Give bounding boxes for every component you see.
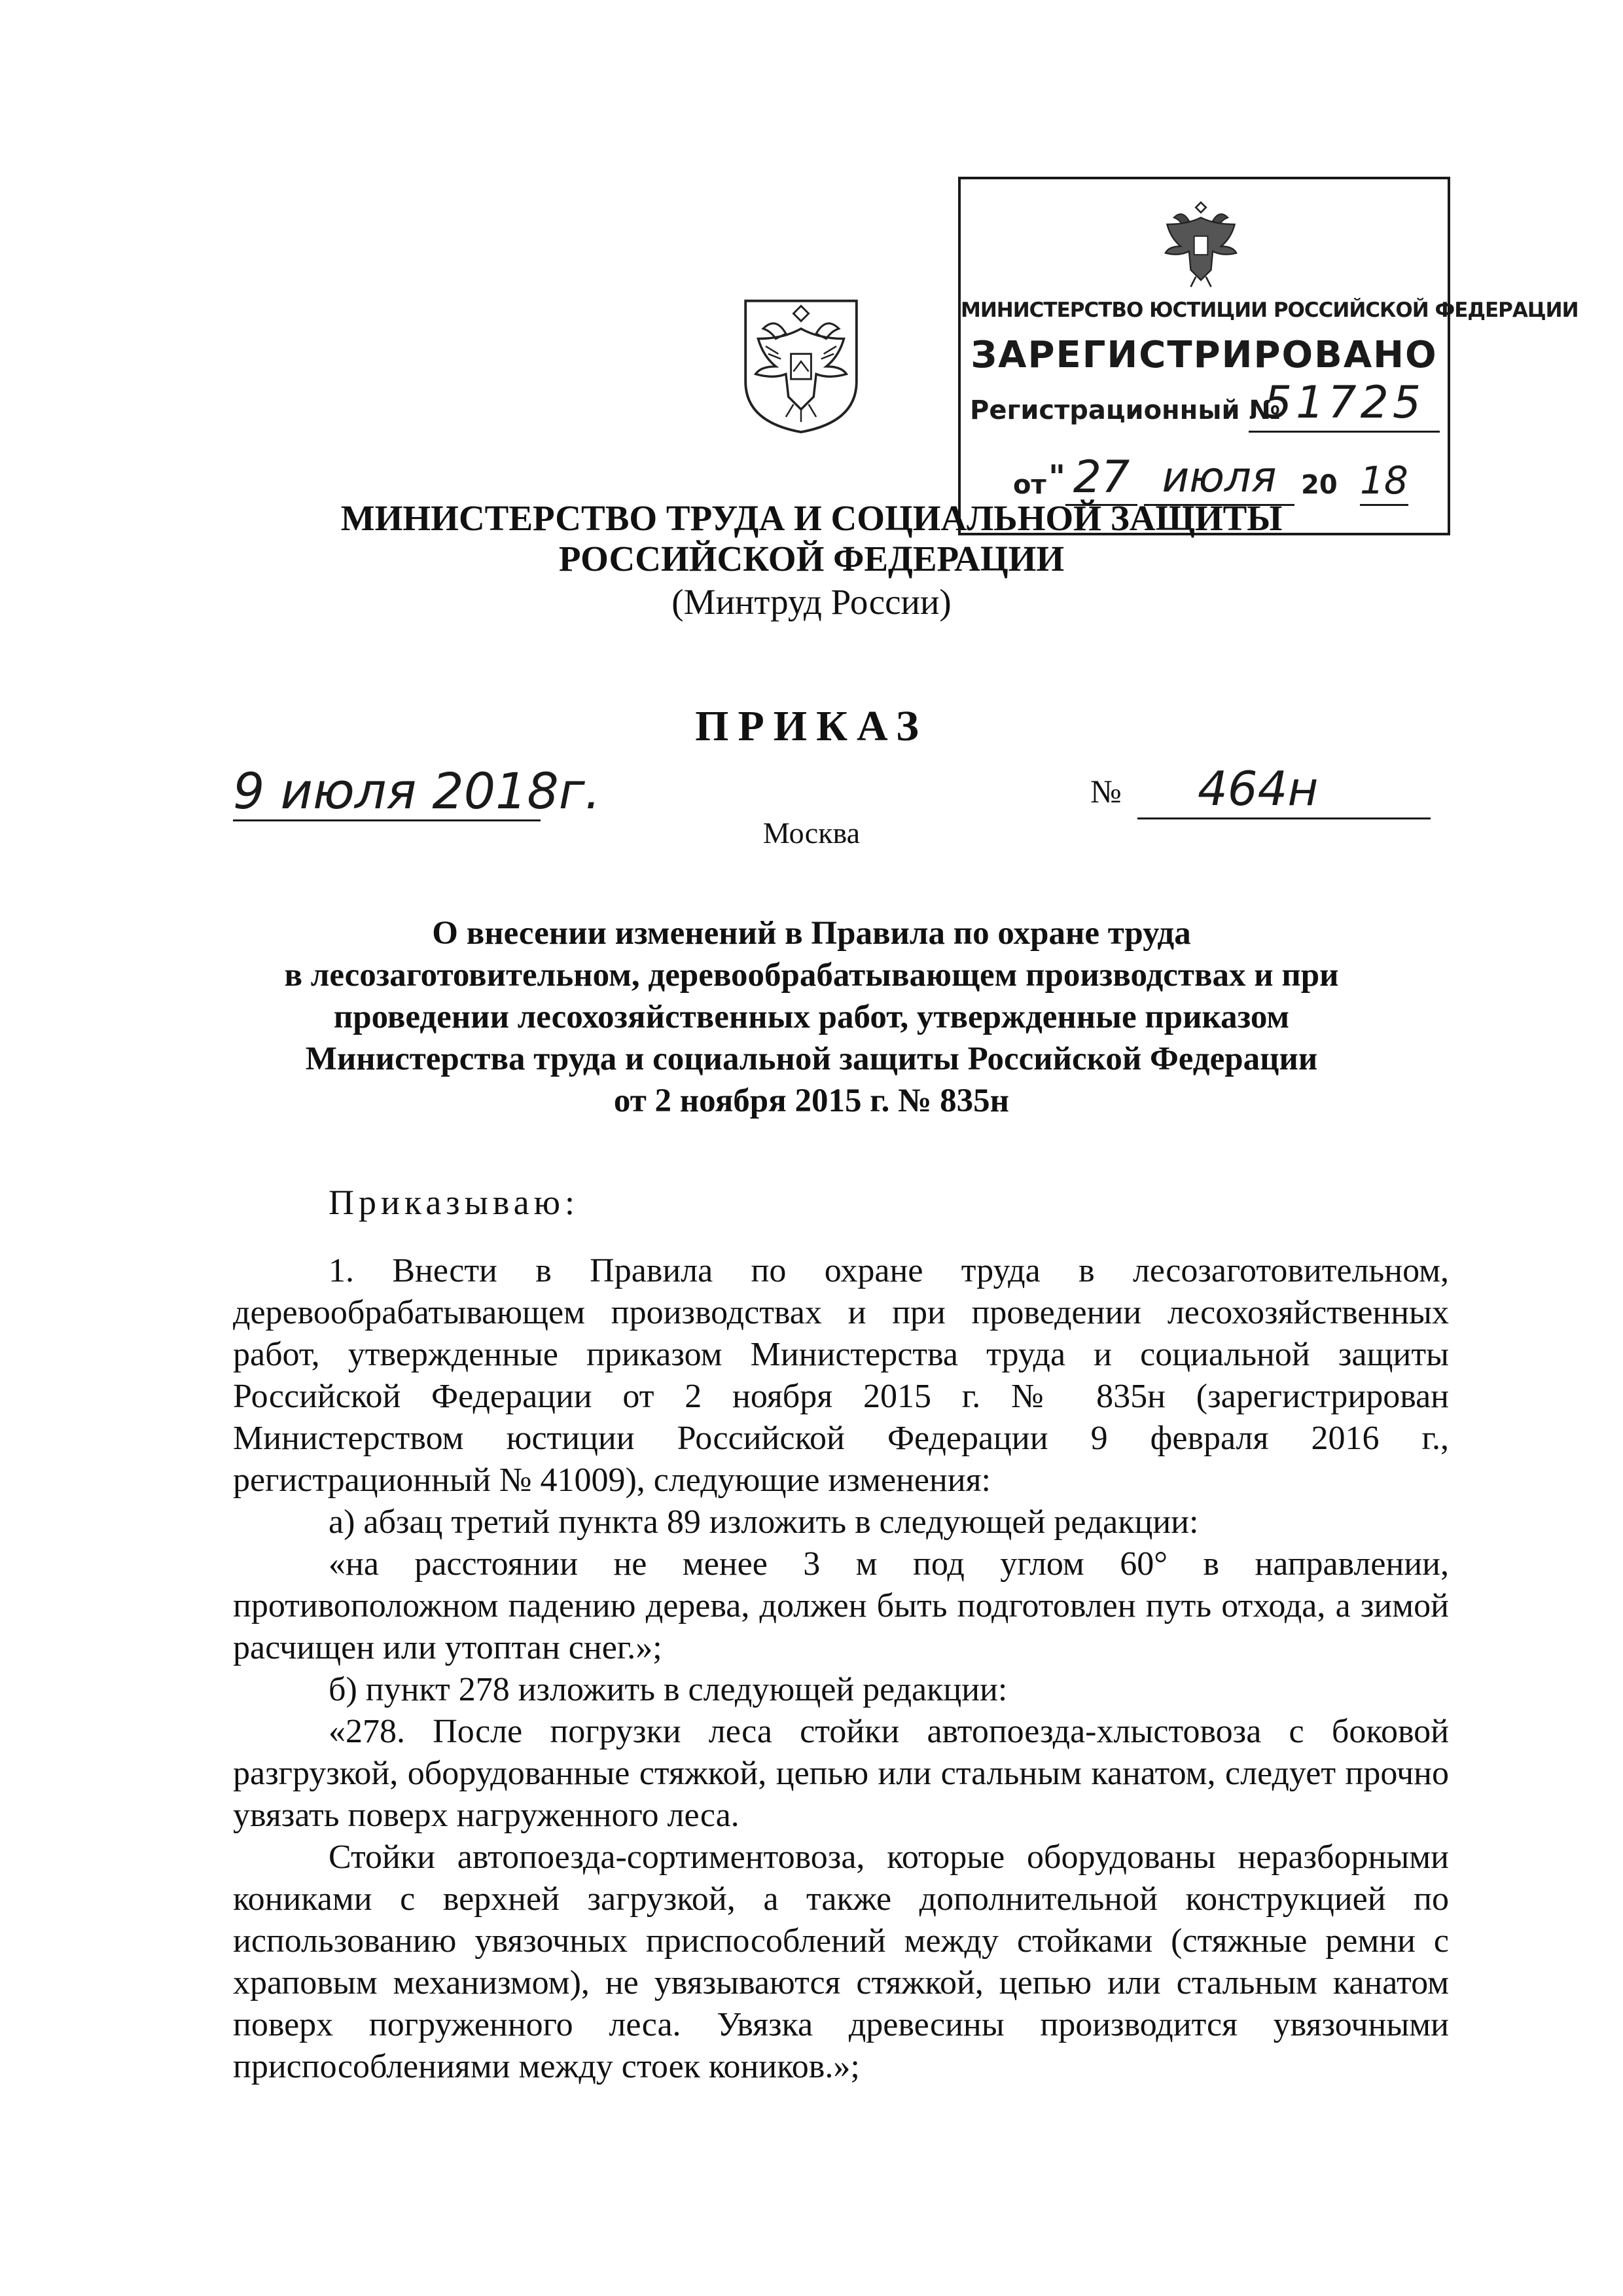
document-title [196, 912, 1427, 1122]
paragraph-5: «278. После погрузки леса стойки автопоезда-хлыстовоза с боковой разгрузкой, оборудованные стяжкой, цепью или стальным канатом, следует прочно увязать поверх нагруженного леса. [233, 1713, 1449, 1834]
stamp-year-prefix: 20 [1301, 470, 1338, 500]
paragraph-1: 1. Внести в Правила по охране труда в лесозаготовительном, деревообрабатывающем производствах и при проведении лесохозяйственных работ, утвержденные приказом Министерства труда и социальной защиты Российской Федерации от 2 ноября 2015 г. № 835н (зарегистрирован Министерством юстиции Российской Федерации 9 февраля 2016 г., регистрационный № 41009), следующие изменения: [233, 1252, 1449, 1499]
title-line: от 2 ноября 2015 г. № 835н [613, 1083, 1010, 1119]
title-line: Министерства труда и социальной защиты Российской Федерации [305, 1041, 1318, 1077]
title-line: в лесозаготовительном, деревообрабатывающем производствах и при [284, 957, 1339, 994]
stamp-ministry-name: МИНИСТЕРСТВО ЮСТИЦИИ РОССИЙСКОЙ ФЕДЕРАЦИИ [961, 298, 1578, 322]
paragraph-2: а) абзац третий пункта 89 изложить в следующей редакции: [329, 1503, 1199, 1541]
ministry-name-line2: РОССИЙСКОЙ ФЕДЕРАЦИИ [558, 539, 1065, 579]
coat-of-arms-emblem [737, 296, 865, 435]
number-sign: № [1090, 773, 1122, 810]
registration-stamp [958, 177, 1578, 535]
double-headed-eagle-icon [737, 296, 865, 435]
stamp-eagle-icon [1158, 199, 1243, 292]
stamp-registration-label: Регистрационный № [970, 395, 1281, 425]
document-body [233, 1250, 1449, 2088]
ministry-name-line1: МИНИСТЕРСТВО ТРУДА И СОЦИАЛЬНОЙ ЗАЩИТЫ [340, 498, 1283, 538]
stamp-registered-label: ЗАРЕГИСТРИРОВАНО [971, 334, 1438, 376]
paragraph-4: б) пункт 278 изложить в следующей редакции: [329, 1671, 1008, 1708]
stamp-quote-mark: " [1048, 458, 1066, 496]
city: Москва [762, 816, 861, 850]
title-line: О внесении изменений в Правила по охране труда [432, 915, 1191, 952]
ministry-short-name: (Минтруд России) [671, 582, 952, 622]
document-type: ПРИКАЗ [695, 702, 928, 750]
stamp-month: июля [1144, 452, 1294, 506]
stamp-from-label: от [1013, 470, 1046, 500]
order-number: 464н [1137, 758, 1431, 819]
order-word: Приказываю: [329, 1183, 579, 1222]
paragraph-6: Стойки автопоезда-сортиментовоза, которые оборудованы неразборными кониками с верхней загрузкой, а также дополнительной конструкцией по использованию увязочных приспособлений между стойками (стяжные ремни с храповым механизмом), не увязываются стяжкой, цепью или стальным канатом поверх погруженного леса. Увязка древесины производится увязочными приспособлениями между стоек коников.»; [233, 1839, 1449, 2085]
title-line: проведении лесохозяйственных работ, утвержденные приказом [333, 999, 1290, 1035]
stamp-year-suffix: 18 [1360, 457, 1408, 506]
paragraph-3: «на расстоянии не менее 3 м под углом 60° в направлении, противоположном падению дерева, должен быть подготовлен путь отхода, а зимой расчищен или утоптан снег.»; [233, 1545, 1449, 1666]
order-date: 9 июля 2018г. [233, 762, 601, 820]
stamp-day: 27 [1065, 452, 1137, 506]
stamp-registration-number: 51725 [1249, 376, 1440, 433]
stamp-registration-date [1013, 452, 1437, 504]
